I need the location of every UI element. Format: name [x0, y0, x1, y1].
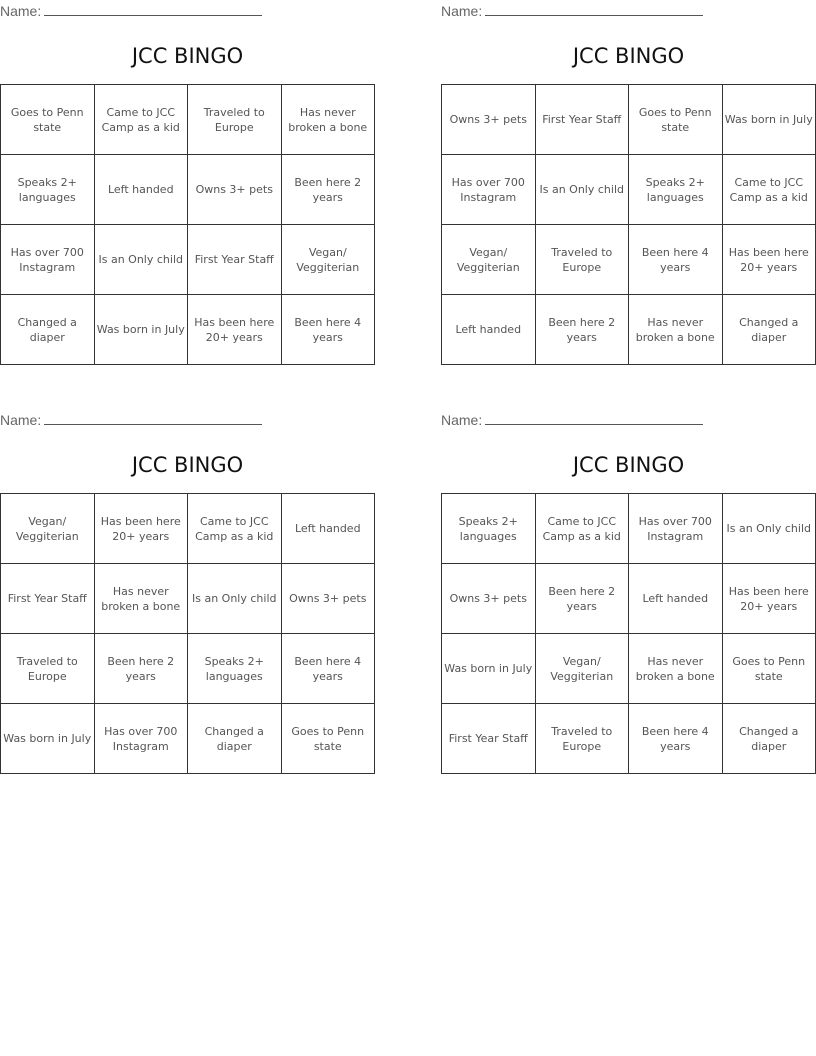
- bingo-cell: First Year Staff: [1, 564, 95, 634]
- bingo-row: [442, 155, 816, 225]
- name-blank-line: [44, 1, 262, 16]
- bingo-row: [1, 85, 375, 155]
- bingo-cell: Is an Only child: [188, 564, 282, 634]
- name-field: [0, 410, 375, 430]
- bingo-row: [1, 295, 375, 365]
- bingo-cell: Traveled to Europe: [535, 704, 629, 774]
- card-title: JCC BINGO: [572, 44, 685, 68]
- bingo-cell: Been here 4 years: [281, 295, 375, 365]
- bingo-cell: Changed a diaper: [722, 295, 816, 365]
- bingo-cell: Vegan/ Veggiterian: [1, 494, 95, 564]
- bingo-cell: Came to JCC Camp as a kid: [94, 85, 188, 155]
- bingo-cell: Goes to Penn state: [1, 85, 95, 155]
- bingo-cell: Vegan/ Veggiterian: [442, 225, 536, 295]
- bingo-row: [442, 564, 816, 634]
- bingo-cell: Left handed: [442, 295, 536, 365]
- bingo-grid: [441, 84, 816, 365]
- bingo-card: [441, 410, 816, 774]
- name-field: [0, 1, 375, 21]
- bingo-row: [442, 85, 816, 155]
- bingo-row: [442, 634, 816, 704]
- bingo-cell: Is an Only child: [535, 155, 629, 225]
- bingo-cell: Been here 4 years: [629, 225, 723, 295]
- card-title: JCC BINGO: [131, 44, 244, 68]
- bingo-cell: Has been here 20+ years: [188, 295, 282, 365]
- bingo-row: [1, 634, 375, 704]
- bingo-cell: Has been here 20+ years: [722, 564, 816, 634]
- bingo-cell: First Year Staff: [188, 225, 282, 295]
- name-field: [441, 1, 816, 21]
- bingo-cell: Came to JCC Camp as a kid: [188, 494, 282, 564]
- bingo-row: [1, 225, 375, 295]
- bingo-cell: Been here 4 years: [629, 704, 723, 774]
- name-blank-line: [485, 1, 703, 16]
- bingo-cell: Been here 2 years: [535, 564, 629, 634]
- bingo-row: [442, 295, 816, 365]
- bingo-cell: Owns 3+ pets: [188, 155, 282, 225]
- bingo-cell: Left handed: [281, 494, 375, 564]
- bingo-row: [1, 155, 375, 225]
- bingo-row: [1, 704, 375, 774]
- bingo-cell: Traveled to Europe: [1, 634, 95, 704]
- bingo-cell: Was born in July: [1, 704, 95, 774]
- card-title: JCC BINGO: [572, 453, 685, 477]
- bingo-card: [0, 1, 375, 365]
- card-title: JCC BINGO: [131, 453, 244, 477]
- bingo-cell: Left handed: [94, 155, 188, 225]
- bingo-cell: Was born in July: [722, 85, 816, 155]
- bingo-cell: Speaks 2+ languages: [1, 155, 95, 225]
- bingo-cell: Vegan/ Veggiterian: [535, 634, 629, 704]
- bingo-cell: Speaks 2+ languages: [442, 494, 536, 564]
- bingo-cell: Came to JCC Camp as a kid: [722, 155, 816, 225]
- bingo-cell: Owns 3+ pets: [442, 564, 536, 634]
- bingo-cell: Goes to Penn state: [722, 634, 816, 704]
- bingo-cell: Been here 4 years: [281, 634, 375, 704]
- bingo-cell: Been here 2 years: [281, 155, 375, 225]
- bingo-cell: Is an Only child: [94, 225, 188, 295]
- bingo-cell: Has over 700 Instagram: [629, 494, 723, 564]
- bingo-cell: Owns 3+ pets: [442, 85, 536, 155]
- bingo-cell: Has never broken a bone: [629, 634, 723, 704]
- bingo-row: [442, 225, 816, 295]
- bingo-cell: First Year Staff: [535, 85, 629, 155]
- bingo-cell: Has been here 20+ years: [94, 494, 188, 564]
- bingo-cell: Vegan/ Veggiterian: [281, 225, 375, 295]
- name-label: Name:: [441, 412, 483, 428]
- bingo-cell: Goes to Penn state: [629, 85, 723, 155]
- bingo-card: [441, 1, 816, 365]
- name-blank-line: [44, 410, 262, 425]
- bingo-cell: Has over 700 Instagram: [442, 155, 536, 225]
- bingo-cell: Changed a diaper: [188, 704, 282, 774]
- bingo-row: [1, 494, 375, 564]
- bingo-grid: [0, 493, 375, 774]
- bingo-cell: Changed a diaper: [722, 704, 816, 774]
- bingo-cell: Speaks 2+ languages: [188, 634, 282, 704]
- name-label: Name:: [441, 3, 483, 19]
- name-field: [441, 410, 816, 430]
- bingo-cell: Has over 700 Instagram: [1, 225, 95, 295]
- name-blank-line: [485, 410, 703, 425]
- bingo-cell: Been here 2 years: [535, 295, 629, 365]
- bingo-cell: Is an Only child: [722, 494, 816, 564]
- bingo-cell: Has never broken a bone: [629, 295, 723, 365]
- bingo-cell: Has never broken a bone: [94, 564, 188, 634]
- bingo-cell: Traveled to Europe: [535, 225, 629, 295]
- bingo-row: [1, 564, 375, 634]
- bingo-cell: Changed a diaper: [1, 295, 95, 365]
- bingo-cell: Been here 2 years: [94, 634, 188, 704]
- bingo-cell: First Year Staff: [442, 704, 536, 774]
- bingo-card: [0, 410, 375, 774]
- bingo-cell: Was born in July: [94, 295, 188, 365]
- bingo-row: [442, 494, 816, 564]
- bingo-cell: Left handed: [629, 564, 723, 634]
- bingo-cell: Has never broken a bone: [281, 85, 375, 155]
- bingo-cell: Goes to Penn state: [281, 704, 375, 774]
- bingo-cell: Owns 3+ pets: [281, 564, 375, 634]
- name-label: Name:: [0, 3, 42, 19]
- bingo-cell: Has been here 20+ years: [722, 225, 816, 295]
- bingo-grid: [441, 493, 816, 774]
- bingo-cell: Speaks 2+ languages: [629, 155, 723, 225]
- name-label: Name:: [0, 412, 42, 428]
- bingo-cell: Was born in July: [442, 634, 536, 704]
- bingo-cell: Came to JCC Camp as a kid: [535, 494, 629, 564]
- bingo-cell: Has over 700 Instagram: [94, 704, 188, 774]
- bingo-grid: [0, 84, 375, 365]
- bingo-cell: Traveled to Europe: [188, 85, 282, 155]
- bingo-row: [442, 704, 816, 774]
